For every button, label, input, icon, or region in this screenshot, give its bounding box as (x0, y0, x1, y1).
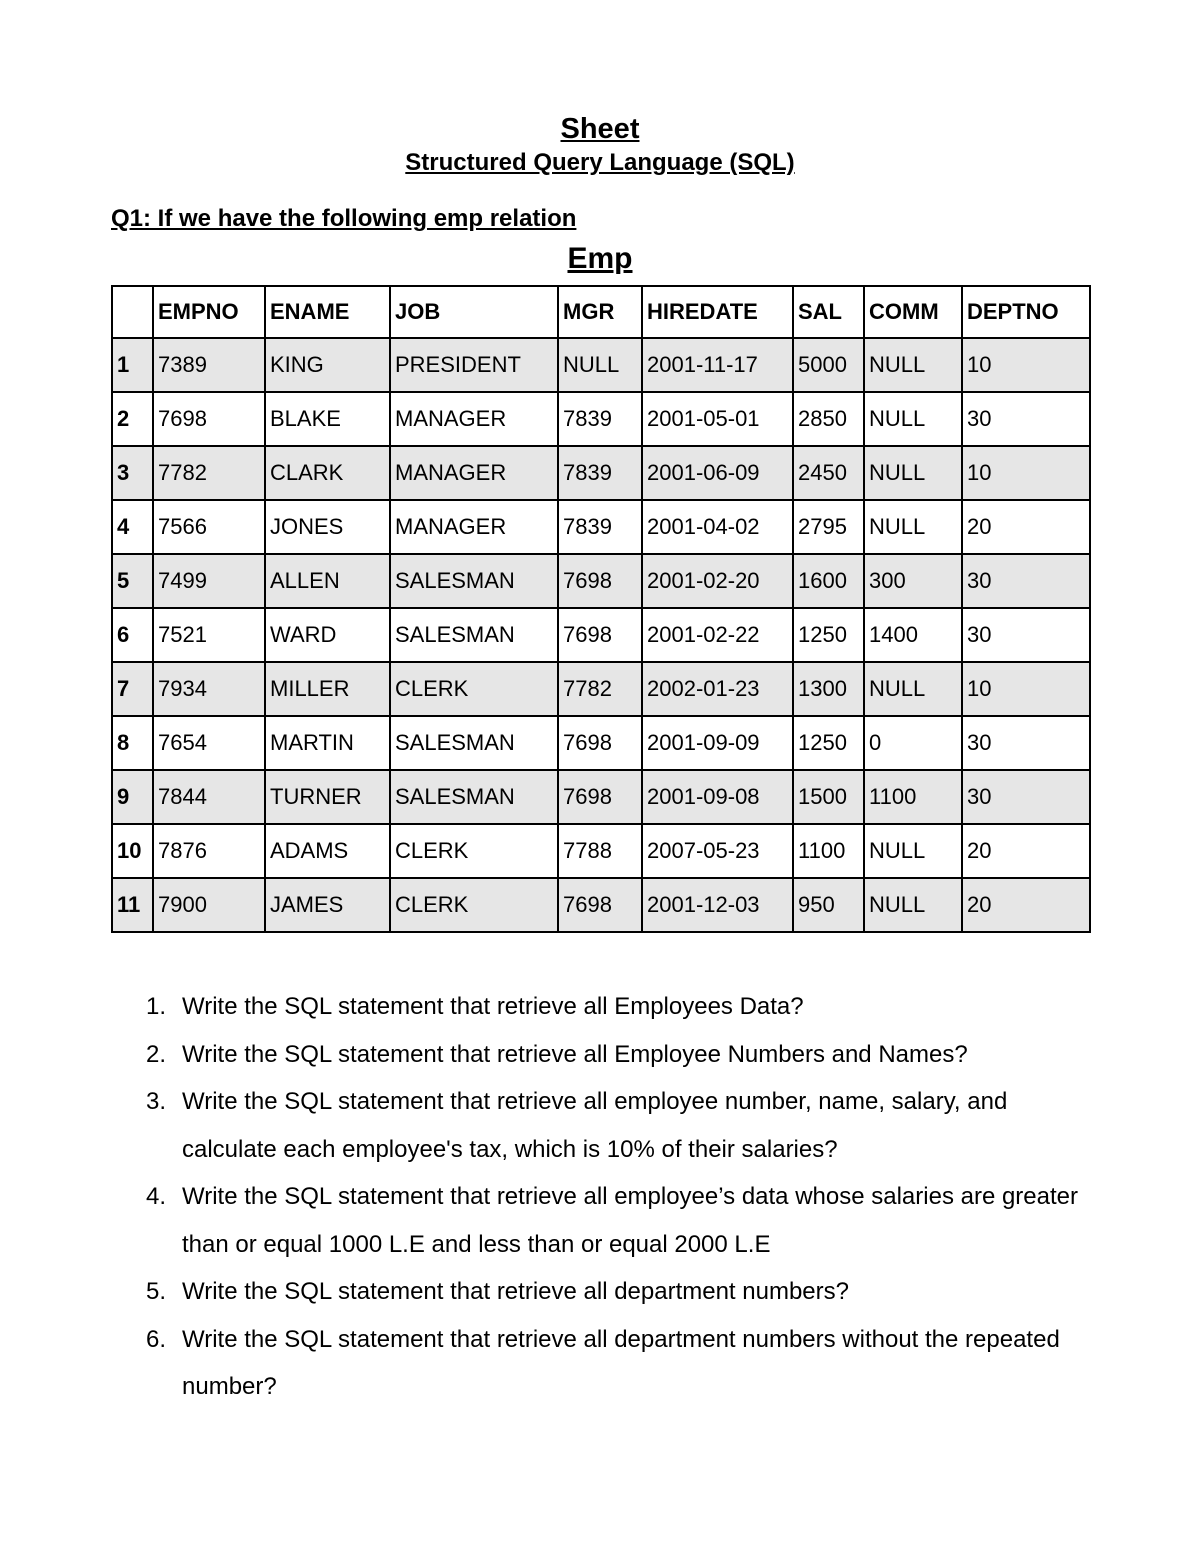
table-cell: SALESMAN (390, 608, 558, 662)
table-cell: 7389 (153, 338, 265, 392)
table-cell: NULL (864, 392, 962, 446)
table-cell: SALESMAN (390, 554, 558, 608)
row-number: 8 (112, 716, 153, 770)
question-item (146, 1173, 1096, 1268)
column-header: EMPNO (153, 286, 265, 338)
table-cell: NULL (864, 446, 962, 500)
table-cell: 7839 (558, 500, 642, 554)
table-cell: 30 (962, 554, 1090, 608)
table-cell: 7934 (153, 662, 265, 716)
table-cell: NULL (864, 500, 962, 554)
table-cell: BLAKE (265, 392, 390, 446)
table-cell: 2001-09-08 (642, 770, 793, 824)
table-cell: 7839 (558, 392, 642, 446)
table-cell: MANAGER (390, 500, 558, 554)
row-number: 2 (112, 392, 153, 446)
table-cell: 1100 (864, 770, 962, 824)
question-item (146, 1316, 1096, 1411)
table-cell: 30 (962, 770, 1090, 824)
table-cell: 7782 (558, 662, 642, 716)
question-text: Write the SQL statement that retrieve all department numbers without the repeated number? (182, 1325, 1060, 1400)
column-header: SAL (793, 286, 864, 338)
table-cell: 7698 (558, 554, 642, 608)
table-cell: 2001-04-02 (642, 500, 793, 554)
table-cell: 2001-02-22 (642, 608, 793, 662)
table-cell: MANAGER (390, 392, 558, 446)
table-cell: SALESMAN (390, 770, 558, 824)
row-number: 1 (112, 338, 153, 392)
table-cell: 7566 (153, 500, 265, 554)
column-header: DEPTNO (962, 286, 1090, 338)
question-item (146, 1078, 1096, 1173)
question-text: Write the SQL statement that retrieve all Employees Data? (182, 993, 804, 1020)
table-cell: 2001-12-03 (642, 878, 793, 932)
table-cell: 20 (962, 500, 1090, 554)
question-text: Write the SQL statement that retrieve all employee number, name, salary, and calculate each employee's tax, which is 10% of their salaries? (182, 1088, 1008, 1163)
table-cell: 1400 (864, 608, 962, 662)
table-cell: JAMES (265, 878, 390, 932)
table-cell: 2007-05-23 (642, 824, 793, 878)
table-cell: 1300 (793, 662, 864, 716)
table-cell: 20 (962, 824, 1090, 878)
table-cell: NULL (558, 338, 642, 392)
table-cell: 7499 (153, 554, 265, 608)
table-cell: 2450 (793, 446, 864, 500)
table-row (112, 554, 1090, 608)
table-cell: 2001-11-17 (642, 338, 793, 392)
table-row (112, 446, 1090, 500)
table-row (112, 824, 1090, 878)
table-cell: CLARK (265, 446, 390, 500)
column-header: COMM (864, 286, 962, 338)
table-cell: 2850 (793, 392, 864, 446)
table-cell: MARTIN (265, 716, 390, 770)
table-cell: MILLER (265, 662, 390, 716)
table-cell: KING (265, 338, 390, 392)
page-subtitle: Structured Query Language (SQL) (405, 149, 795, 176)
question-number: 1. (146, 993, 167, 1020)
table-cell: MANAGER (390, 446, 558, 500)
row-number: 10 (112, 824, 153, 878)
table-cell: 30 (962, 392, 1090, 446)
table-cell: NULL (864, 824, 962, 878)
table-cell: SALESMAN (390, 716, 558, 770)
table-cell: WARD (265, 608, 390, 662)
row-number: 5 (112, 554, 153, 608)
table-cell: 0 (864, 716, 962, 770)
table-cell: 5000 (793, 338, 864, 392)
table-cell: TURNER (265, 770, 390, 824)
question-number: 6. (146, 1325, 167, 1353)
table-cell: 1500 (793, 770, 864, 824)
page-title: Sheet (560, 113, 640, 145)
table-cell: 10 (962, 446, 1090, 500)
table-cell: 7788 (558, 824, 642, 878)
row-number: 7 (112, 662, 153, 716)
table-cell: 1100 (793, 824, 864, 878)
table-cell: 7844 (153, 770, 265, 824)
table-cell: 7698 (558, 770, 642, 824)
table-cell: ALLEN (265, 554, 390, 608)
table-cell: 7698 (558, 608, 642, 662)
table-cell: CLERK (390, 878, 558, 932)
row-number: 4 (112, 500, 153, 554)
question-item (146, 1268, 1096, 1316)
table-cell: 2002-01-23 (642, 662, 793, 716)
table-row (112, 392, 1090, 446)
table-cell: 950 (793, 878, 864, 932)
table-cell: 7698 (558, 878, 642, 932)
table-cell: 30 (962, 716, 1090, 770)
row-number: 6 (112, 608, 153, 662)
table-cell: CLERK (390, 824, 558, 878)
table-cell: 7900 (153, 878, 265, 932)
table-cell: 20 (962, 878, 1090, 932)
table-cell: JONES (265, 500, 390, 554)
question-number: 3. (146, 1088, 167, 1115)
table-cell: CLERK (390, 662, 558, 716)
table-row (112, 662, 1090, 716)
column-header (112, 286, 153, 338)
row-number: 11 (112, 878, 153, 932)
question-text: Write the SQL statement that retrieve all Employee Numbers and Names? (182, 1040, 968, 1068)
table-cell: 2001-09-09 (642, 716, 793, 770)
table-cell: 1600 (793, 554, 864, 608)
table-cell: 7839 (558, 446, 642, 500)
table-row (112, 500, 1090, 554)
column-header: ENAME (265, 286, 390, 338)
table-cell: 30 (962, 608, 1090, 662)
column-header: HIREDATE (642, 286, 793, 338)
question-list (146, 983, 1096, 1411)
question-number: 2. (146, 1040, 167, 1068)
table-cell: 7698 (153, 392, 265, 446)
table-cell: NULL (864, 338, 962, 392)
row-number: 9 (112, 770, 153, 824)
table-row (112, 716, 1090, 770)
row-number: 3 (112, 446, 153, 500)
table-row (112, 338, 1090, 392)
table-cell: NULL (864, 878, 962, 932)
question-number: 4. (146, 1183, 167, 1210)
table-cell: 7521 (153, 608, 265, 662)
table-cell: 2001-05-01 (642, 392, 793, 446)
table-cell: 7698 (558, 716, 642, 770)
table-row (112, 608, 1090, 662)
table-row (112, 770, 1090, 824)
table-cell: 300 (864, 554, 962, 608)
table-cell: 7876 (153, 824, 265, 878)
column-header: JOB (390, 286, 558, 338)
table-cell: 7654 (153, 716, 265, 770)
question-text: Write the SQL statement that retrieve all department numbers? (182, 1278, 849, 1305)
table-cell: 10 (962, 662, 1090, 716)
question-item (146, 983, 1096, 1031)
table-cell: 1250 (793, 716, 864, 770)
table-cell: ADAMS (265, 824, 390, 878)
table-header-row (112, 286, 1090, 338)
table-cell: NULL (864, 662, 962, 716)
question-text: Write the SQL statement that retrieve all employee’s data whose salaries are greater than or equal 1000 L.E and less than or equal 2000 L.E (182, 1183, 1079, 1258)
table-cell: PRESIDENT (390, 338, 558, 392)
table-cell: 2001-06-09 (642, 446, 793, 500)
question-item (146, 1031, 1096, 1079)
table-cell: 7782 (153, 446, 265, 500)
table-cell: 10 (962, 338, 1090, 392)
table-cell: 2795 (793, 500, 864, 554)
emp-table (111, 285, 1091, 933)
table-row (112, 878, 1090, 932)
question-heading: Q1: If we have the following emp relation (111, 205, 577, 232)
table-cell: 1250 (793, 608, 864, 662)
question-number: 5. (146, 1278, 167, 1305)
column-header: MGR (558, 286, 642, 338)
table-cell: 2001-02-20 (642, 554, 793, 608)
table-caption: Emp (567, 242, 633, 275)
